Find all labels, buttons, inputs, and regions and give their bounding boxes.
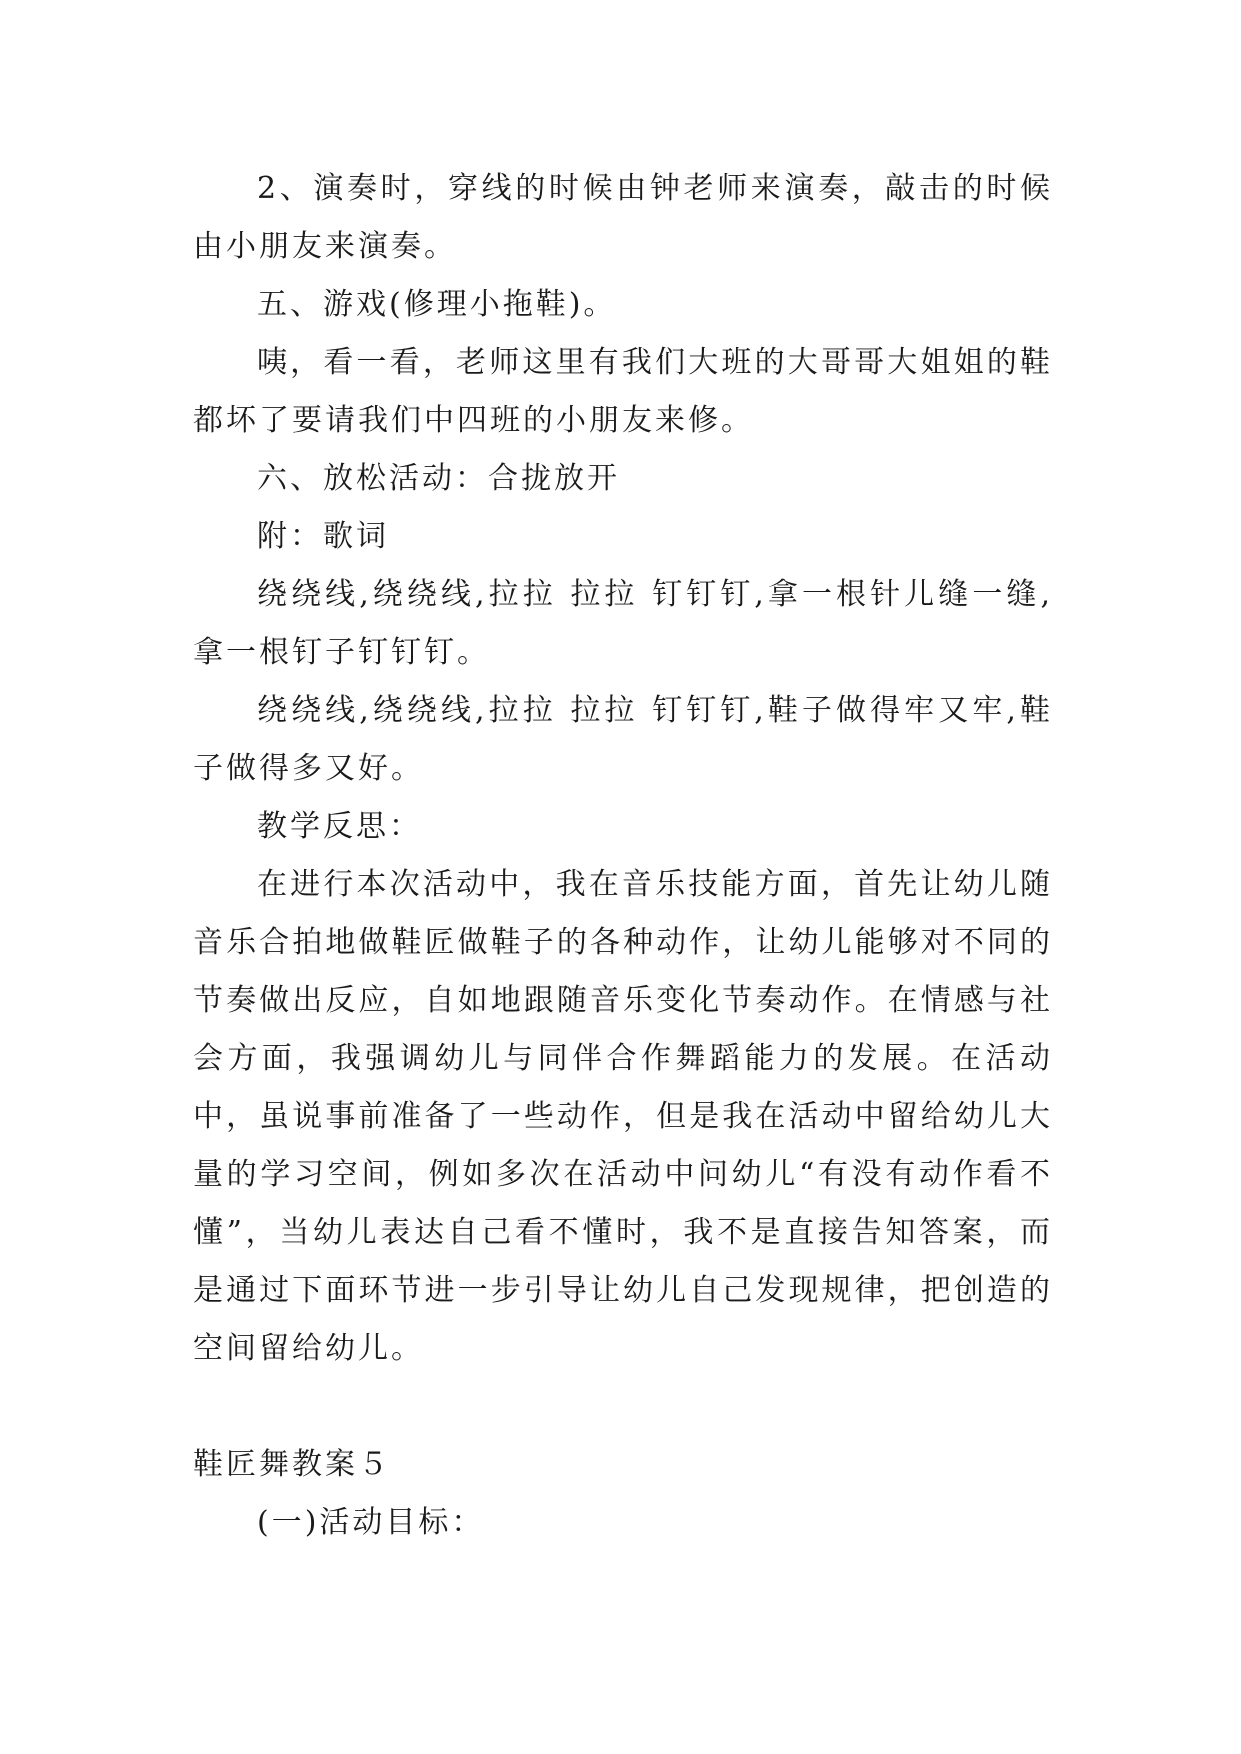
- section-title: 鞋匠舞教案５: [193, 1447, 391, 1482]
- paragraph-relax-activity: 六、放松活动：合拢放开: [257, 461, 620, 496]
- paragraph-performance-note: 2、演奏时，穿线的时候由钟老师来演奏，敲击的时候由小朋友来演奏。: [193, 171, 1053, 264]
- paragraph-lyrics-heading: 附：歌词: [257, 519, 389, 554]
- paragraph-game-heading: 五、游戏(修理小拖鞋)。: [257, 287, 617, 322]
- paragraph-lyrics-verse-2: 绕绕线,绕绕线,拉拉 拉拉 钉钉钉,鞋子做得牢又牢,鞋子做得多又好。: [193, 693, 1053, 786]
- paragraph-game-description: 咦，看一看，老师这里有我们大班的大哥哥大姐姐的鞋都坏了要请我们中四班的小朋友来修。: [193, 345, 1053, 438]
- paragraph-reflection-heading: 教学反思：: [257, 809, 422, 844]
- document-body: [193, 160, 1053, 1552]
- paragraph-activity-goals: (一)活动目标：: [257, 1505, 485, 1540]
- paragraph-reflection-body: 在进行本次活动中，我在音乐技能方面，首先让幼儿随音乐合拍地做鞋匠做鞋子的各种动作，让幼儿能够对不同的节奏做出反应，自如地跟随音乐变化节奏动作。在情感与社会方面，我强调幼儿与同伴合作舞蹈能力的发展。在活动中，虽说事前准备了一些动作，但是我在活动中留给幼儿大量的学习空间，例如多次在活动中问幼儿“有没有动作看不懂”，当幼儿表达自己看不懂时，我不是直接告知答案，而是通过下面环节进一步引导让幼儿自己发现规律，把创造的空间留给幼儿。: [193, 867, 1053, 1366]
- paragraph-lyrics-verse-1: 绕绕线,绕绕线,拉拉 拉拉 钉钉钉,拿一根针儿缝一缝,拿一根钉子钉钉钉。: [193, 577, 1053, 670]
